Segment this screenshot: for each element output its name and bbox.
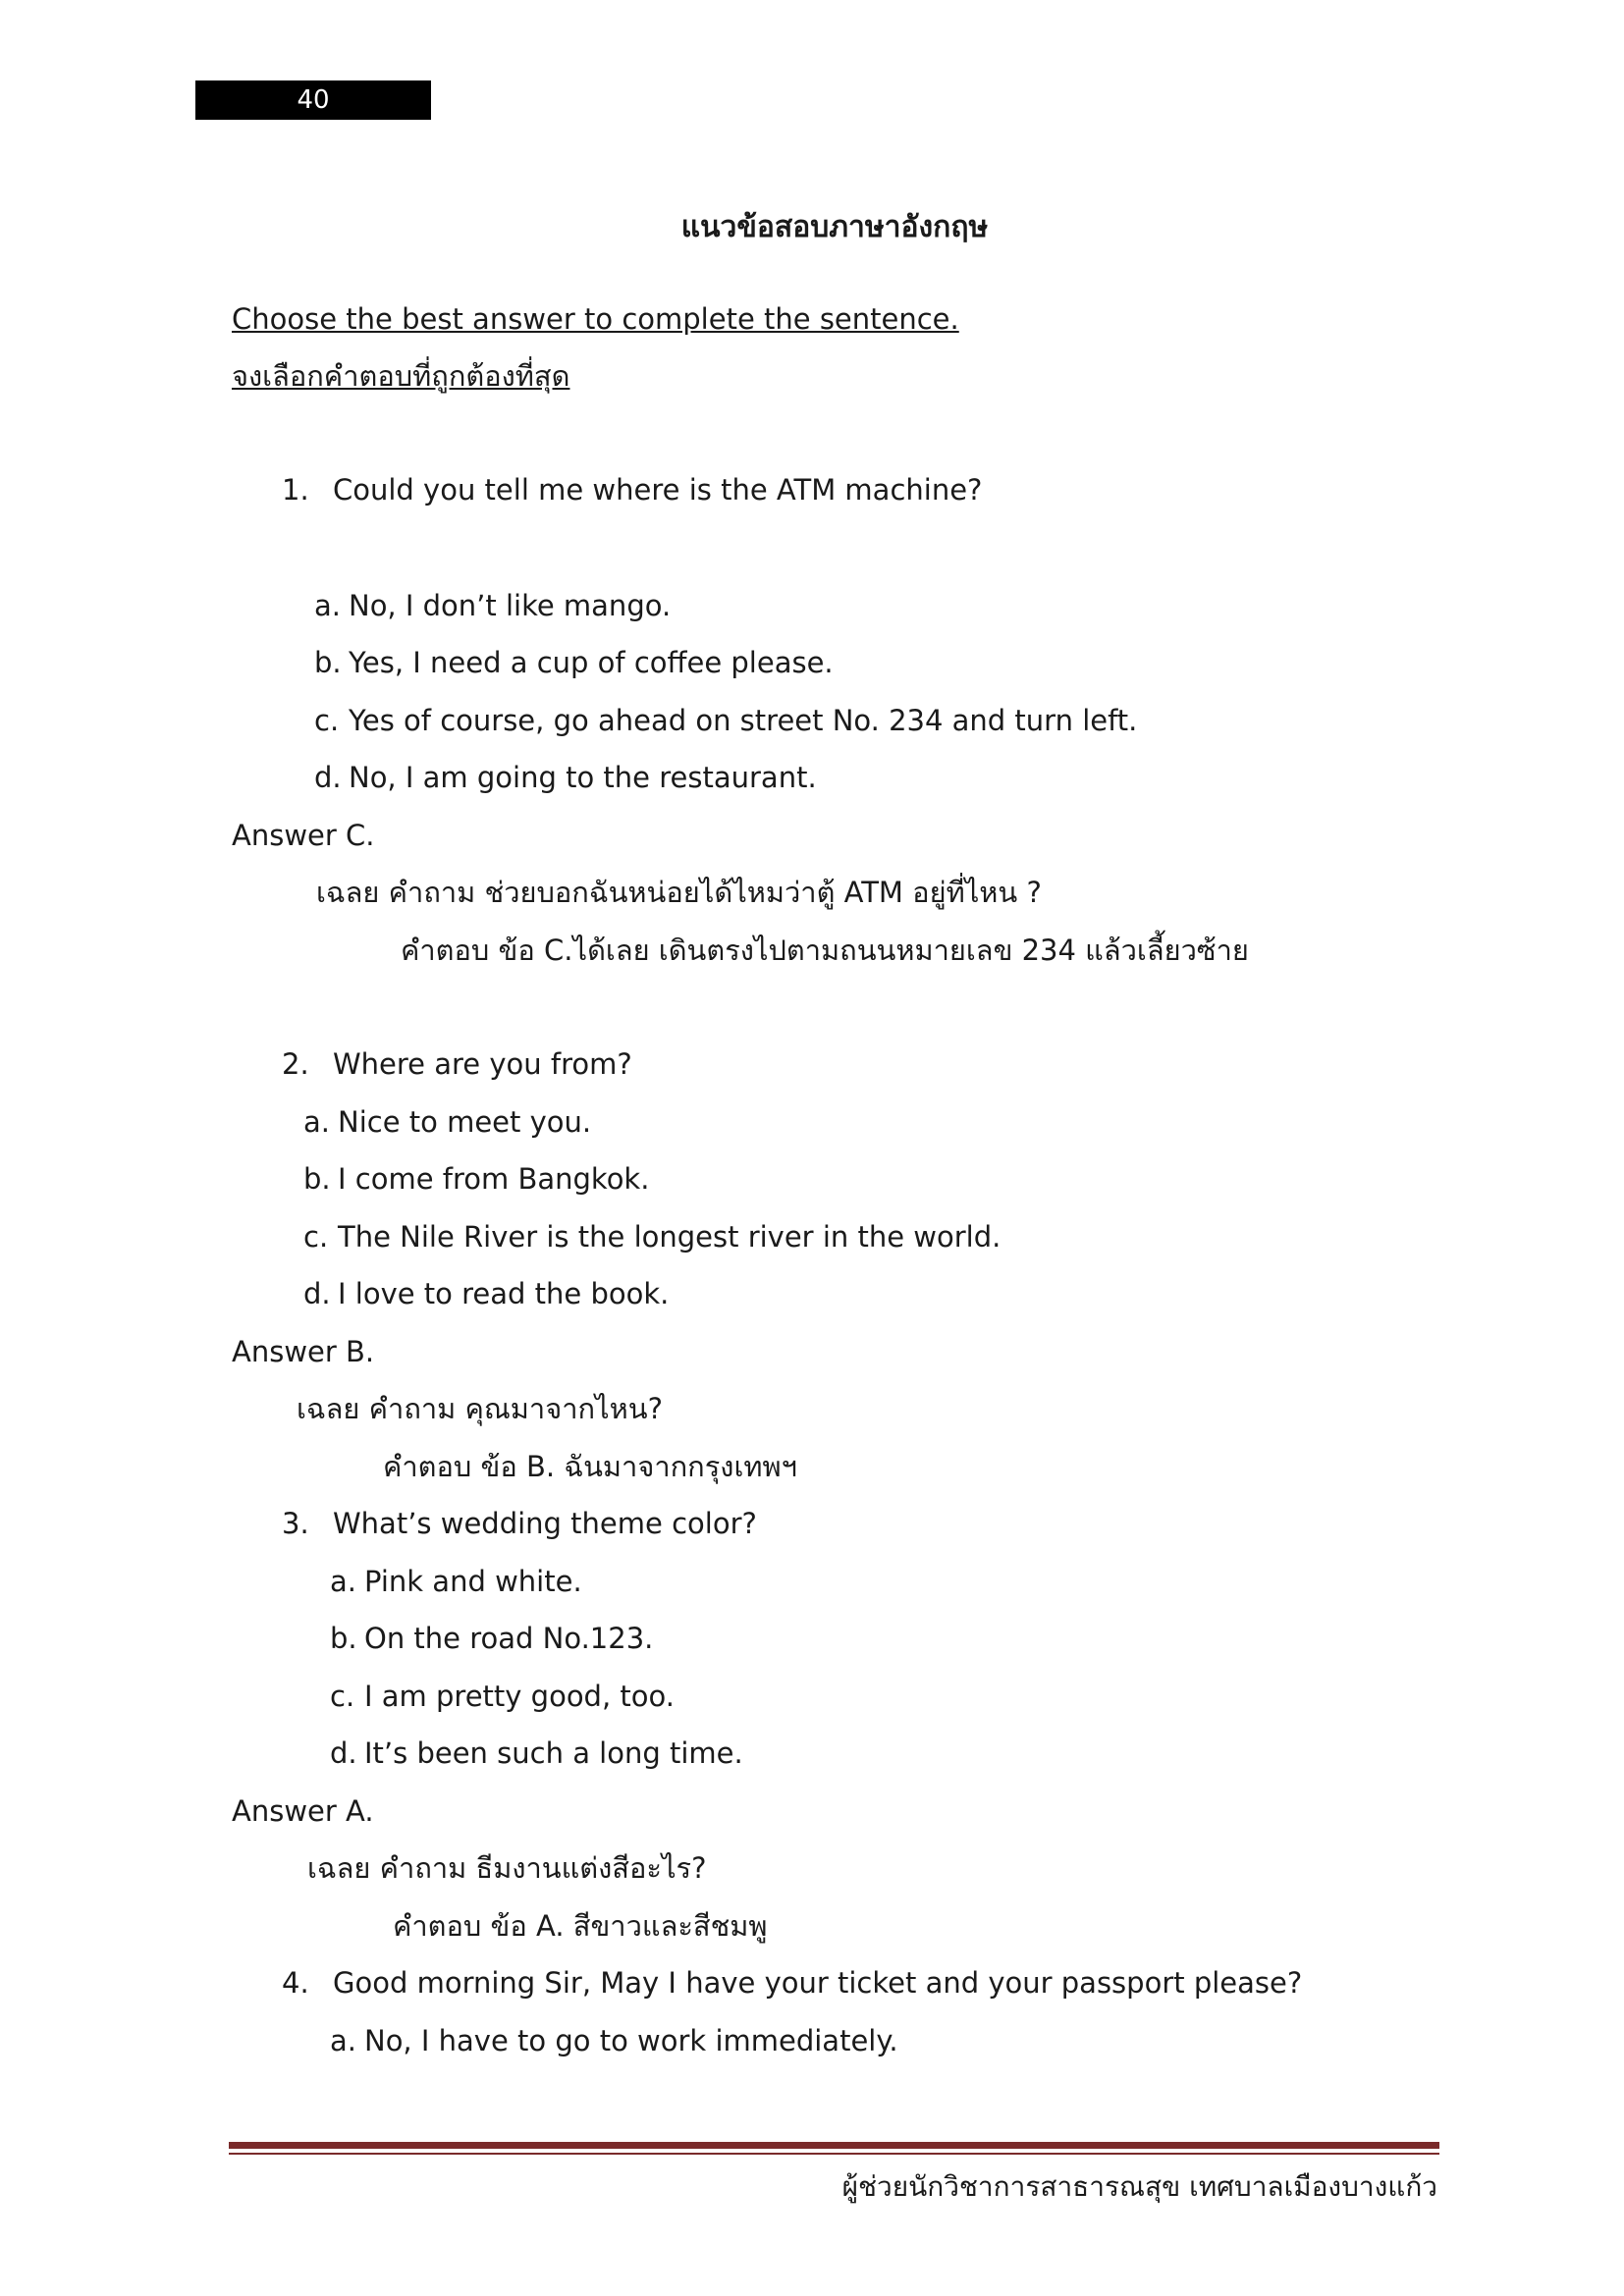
question-text: Where are you from? bbox=[333, 1047, 632, 1081]
instruction-english: Choose the best answer to complete the sentence. bbox=[232, 302, 959, 336]
question-4 bbox=[282, 1963, 1302, 2002]
option-label: b. bbox=[330, 1622, 357, 1655]
option-label: a. bbox=[330, 1565, 356, 1598]
answer-1: Answer C. bbox=[232, 819, 375, 852]
explanation-question-2: เฉลย คำถาม คุณมาจากไหน? bbox=[297, 1392, 663, 1425]
question-number: 4. bbox=[282, 1966, 309, 2000]
question-3 bbox=[282, 1504, 757, 1543]
page-number: 40 bbox=[195, 80, 431, 120]
explanation-question-1: เฉลย คำถาม ช่วยบอกฉันหน่อยได้ไหมว่าตู้ ATM อยู่ที่ไหน ? bbox=[316, 876, 1042, 909]
option-text: No, I don’t like mango. bbox=[349, 589, 672, 622]
option-label: b. bbox=[314, 646, 342, 679]
option-text: Pink and white. bbox=[364, 1565, 582, 1598]
option-1d bbox=[314, 758, 817, 797]
option-text: Nice to meet you. bbox=[338, 1105, 592, 1139]
question-2 bbox=[282, 1044, 632, 1084]
option-text: I love to read the book. bbox=[338, 1277, 670, 1310]
option-3c bbox=[330, 1677, 675, 1716]
page-title: แนวข้อสอบภาษาอังกฤษ bbox=[680, 210, 989, 244]
instruction-thai: จงเลือกคำตอบที่ถูกต้องที่สุด bbox=[232, 359, 570, 393]
option-label: a. bbox=[314, 589, 341, 622]
option-label: c. bbox=[330, 1680, 355, 1713]
explanation-answer-2: คำตอบ ข้อ B. ฉันมาจากกรุงเทพฯ bbox=[383, 1450, 797, 1483]
option-text: I am pretty good, too. bbox=[364, 1680, 675, 1713]
option-text: No, I have to go to work immediately. bbox=[364, 2024, 898, 2057]
footer-rule-thin bbox=[229, 2153, 1439, 2155]
option-2d bbox=[303, 1274, 669, 1313]
explanation-answer-1: คำตอบ ข้อ C.ได้เลย เดินตรงไปตามถนนหมายเลข 234 แล้วเลี้ยวซ้าย bbox=[401, 934, 1249, 967]
option-label: c. bbox=[303, 1220, 329, 1254]
option-label: d. bbox=[330, 1736, 357, 1770]
option-1b bbox=[314, 643, 834, 682]
option-text: It’s been such a long time. bbox=[364, 1736, 743, 1770]
answer-3: Answer A. bbox=[232, 1794, 374, 1828]
option-text: Yes, I need a cup of coffee please. bbox=[349, 646, 834, 679]
question-text: What’s wedding theme color? bbox=[333, 1507, 757, 1540]
option-3a bbox=[330, 1562, 582, 1601]
option-text: The Nile River is the longest river in the world. bbox=[338, 1220, 1001, 1254]
option-3b bbox=[330, 1619, 653, 1658]
option-3d bbox=[330, 1734, 743, 1773]
explanation-question-3: เฉลย คำถาม ธีมงานแต่งสีอะไร? bbox=[307, 1851, 707, 1885]
option-1c bbox=[314, 701, 1137, 740]
option-4a bbox=[330, 2021, 898, 2060]
option-label: c. bbox=[314, 704, 340, 737]
option-text: On the road No.123. bbox=[364, 1622, 654, 1655]
option-label: a. bbox=[303, 1105, 330, 1139]
option-label: d. bbox=[303, 1277, 331, 1310]
question-number: 3. bbox=[282, 1507, 309, 1540]
option-text: No, I am going to the restaurant. bbox=[349, 761, 817, 794]
answer-2: Answer B. bbox=[232, 1335, 375, 1368]
footer-text: ผู้ช่วยนักวิชาการสาธารณสุข เทศบาลเมืองบางแก้ว bbox=[841, 2170, 1437, 2203]
footer-rule bbox=[229, 2142, 1439, 2149]
question-number: 1. bbox=[282, 473, 309, 507]
question-text: Could you tell me where is the ATM machine? bbox=[333, 473, 983, 507]
option-text: I come from Bangkok. bbox=[338, 1162, 650, 1196]
option-text: Yes of course, go ahead on street No. 234 and turn left. bbox=[349, 704, 1138, 737]
option-label: b. bbox=[303, 1162, 331, 1196]
question-1 bbox=[282, 470, 982, 509]
option-2c bbox=[303, 1217, 1001, 1256]
explanation-answer-3: คำตอบ ข้อ A. สีขาวและสีชมพู bbox=[393, 1909, 768, 1943]
option-2b bbox=[303, 1159, 649, 1199]
option-2a bbox=[303, 1102, 591, 1142]
option-label: a. bbox=[330, 2024, 356, 2057]
option-label: d. bbox=[314, 761, 342, 794]
option-1a bbox=[314, 586, 671, 625]
question-text: Good morning Sir, May I have your ticket and your passport please? bbox=[333, 1966, 1303, 2000]
question-number: 2. bbox=[282, 1047, 309, 1081]
